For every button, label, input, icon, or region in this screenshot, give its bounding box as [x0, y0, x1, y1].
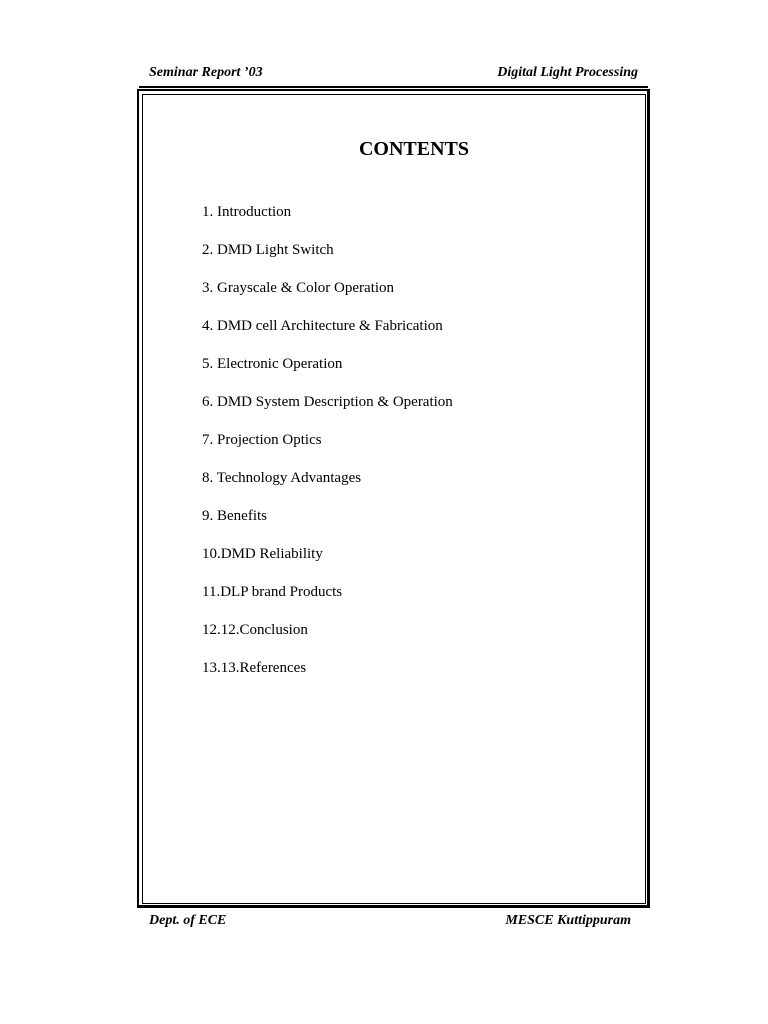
- toc-item: 13.13.References: [202, 660, 307, 676]
- header-report-label: Seminar Report ’03: [149, 65, 263, 80]
- header-rule: [139, 86, 648, 88]
- toc-item: 3. Grayscale & Color Operation: [202, 280, 395, 296]
- toc-item: 5. Electronic Operation: [202, 356, 343, 372]
- footer-institution: MESCE Kuttippuram: [505, 913, 631, 928]
- toc-item: 9. Benefits: [202, 508, 267, 524]
- toc-item: 8. Technology Advantages: [202, 470, 362, 486]
- toc-item: 1. Introduction: [202, 204, 292, 220]
- header-topic-label: Digital Light Processing: [497, 65, 638, 80]
- toc-item: 7. Projection Optics: [202, 432, 322, 448]
- toc-item: 6. DMD System Description & Operation: [202, 394, 453, 410]
- toc-item: 2. DMD Light Switch: [202, 242, 334, 258]
- toc-item: 11.DLP brand Products: [202, 584, 343, 600]
- page-title: CONTENTS: [358, 138, 470, 160]
- footer-department: Dept. of ECE: [149, 913, 227, 928]
- toc-item: 4. DMD cell Architecture & Fabrication: [202, 318, 443, 334]
- toc-item: 10.DMD Reliability: [202, 546, 323, 562]
- table-of-contents: [202, 202, 453, 696]
- toc-item: 12.12.Conclusion: [202, 622, 308, 638]
